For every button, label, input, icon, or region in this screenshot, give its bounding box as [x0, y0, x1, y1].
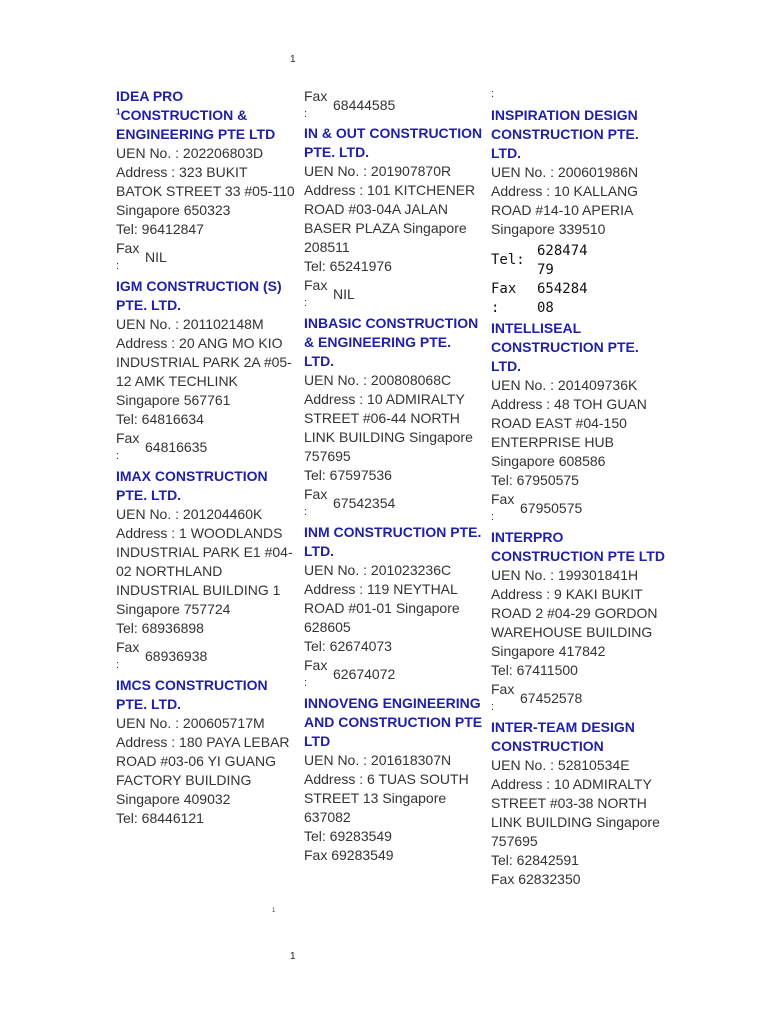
uen-line: UEN No. : 201618307N	[304, 752, 452, 768]
address-line: Address : 119 NEYTHAL ROAD #01-01 Singapore 628605	[304, 581, 460, 635]
uen-line: UEN No. : 201409736K	[491, 377, 638, 393]
tel-line: Tel: 62842591	[491, 852, 579, 868]
address-line: Address : 10 KALLANG ROAD #14-10 APERIA Singapore 339510	[491, 183, 639, 237]
fax-line	[116, 239, 296, 277]
fax-value-part-1: 654284	[537, 281, 588, 297]
fax-colon: :	[491, 511, 495, 523]
address-line: Address : 10 ADMIRALTY STREET #06-44 NORTH LINK BUILDING Singapore 757695	[304, 391, 473, 464]
fax-label: Fax	[491, 281, 517, 297]
fax-value: 64816635	[145, 439, 208, 455]
uen-line: UEN No. : 200605717M	[116, 715, 265, 731]
fax-colon: :	[116, 450, 120, 462]
fax-value: NIL	[145, 249, 167, 265]
tel-line: Tel: 68446121	[116, 810, 204, 826]
uen-line: UEN No. : 200601986N	[491, 164, 639, 180]
fax-label: Fax	[116, 639, 140, 655]
tel-line: Tel: 68936898	[116, 620, 204, 636]
uen-line: UEN No. : 201023236C	[304, 562, 452, 578]
company-entry	[116, 467, 296, 676]
fax-line	[491, 490, 671, 528]
tel-value-part-2: 79	[537, 262, 554, 278]
tel-value-part-1: 628474	[537, 243, 588, 259]
footnote-ref[interactable]: 1	[116, 107, 121, 117]
company-entry	[116, 87, 296, 277]
uen-line: UEN No. : 202206803D	[116, 145, 264, 161]
page-number-bottom: 1	[290, 951, 296, 962]
fax-label: Fax	[116, 240, 140, 256]
company-name: IMAX CONSTRUCTION PTE. LTD.	[116, 468, 268, 503]
fax-line	[116, 429, 296, 467]
fax-line	[491, 680, 671, 718]
fax-colon: :	[491, 701, 495, 713]
uen-line: UEN No. : 201907870R	[304, 163, 452, 179]
address-line: Address : 9 KAKI BUKIT ROAD 2 #04-29 GORDON WAREHOUSE BUILDING Singapore 417842	[491, 586, 658, 659]
company-name: INTER-TEAM DESIGN CONSTRUCTION	[491, 719, 635, 754]
fax-colon: :	[304, 506, 308, 518]
tel-line: Tel: 69283549	[304, 828, 392, 844]
company-entry	[491, 718, 671, 889]
directory-column-2	[304, 87, 484, 865]
fax-colon: :	[116, 659, 120, 671]
fax-colon: :	[304, 297, 308, 309]
company-name: INNOVENG ENGINEERING AND CONSTRUCTION PTE LTD	[304, 695, 483, 749]
address-line: Address : 323 BUKIT BATOK STREET 33 #05-110 Singapore 650323	[116, 164, 295, 218]
tel-fax-block	[491, 242, 671, 316]
company-entry	[491, 106, 671, 316]
fax-line	[116, 638, 296, 676]
uen-line: UEN No. : 200808068C	[304, 372, 452, 388]
address-line: Address : 101 KITCHENER ROAD #03-04A JALAN BASER PLAZA Singapore 208511	[304, 182, 476, 255]
fax-value: 62674072	[333, 666, 396, 682]
fax-value: 67452578	[520, 690, 583, 706]
tel-line: Tel: 96412847	[116, 221, 204, 237]
company-name: IDEA PRO $^1$CONSTRUCTION & ENGINEERING PTE LTD	[116, 88, 276, 142]
tel-label: Tel:	[491, 252, 525, 268]
company-name: INBASIC CONSTRUCTION & ENGINEERING PTE. LTD.	[304, 315, 479, 369]
fax-value: 68444585	[333, 97, 396, 113]
company-entry	[304, 314, 484, 523]
uen-line: UEN No. : 201102148M	[116, 316, 264, 332]
fax-label: Fax	[116, 430, 140, 446]
company-entry	[304, 523, 484, 694]
tel-line: Tel: 64816634	[116, 411, 204, 427]
fax-value: NIL	[333, 286, 355, 302]
address-line: Address : 6 TUAS SOUTH STREET 13 Singapore 637082	[304, 771, 469, 825]
company-name: INTELLISEAL CONSTRUCTION PTE. LTD.	[491, 320, 639, 374]
fax-label: Fax	[304, 657, 328, 673]
tel-line: Tel: 67950575	[491, 472, 579, 488]
fax-value: 67542354	[333, 495, 396, 511]
address-line: Address : 1 WOODLANDS INDUSTRIAL PARK E1 #04-02 NORTHLAND INDUSTRIAL BUILDING 1 Singapore 757724	[116, 525, 293, 617]
company-entry	[491, 528, 671, 718]
company-name: INM CONSTRUCTION PTE. LTD.	[304, 524, 482, 559]
directory-column-1	[116, 87, 296, 828]
tel-line: Tel: 62674073	[304, 638, 392, 654]
company-name: IN & OUT CONSTRUCTION PTE. LTD.	[304, 125, 483, 160]
fax-line	[304, 656, 484, 694]
tel-line: Tel: 67411500	[491, 662, 578, 678]
fax-colon: :	[304, 108, 308, 120]
uen-line: UEN No. : 52810534E	[491, 757, 630, 773]
fax-value: 67950575	[520, 500, 583, 516]
uen-line: UEN No. : 201204460K	[116, 506, 263, 522]
company-name: IMCS CONSTRUCTION PTE. LTD.	[116, 677, 268, 712]
address-line: Address : 48 TOH GUAN ROAD EAST #04-150 ENTERPRISE HUB Singapore 608586	[491, 396, 647, 469]
company-name: INTERPRO CONSTRUCTION PTE LTD	[491, 529, 665, 564]
continuation-colon: :	[491, 88, 495, 100]
fax-colon: :	[304, 677, 308, 689]
fax-line	[304, 485, 484, 523]
fax-line	[304, 87, 484, 124]
tel-line: Tel: 67597536	[304, 467, 392, 483]
fax-label: Fax	[304, 88, 328, 104]
fax-colon: :	[491, 300, 500, 316]
fax-value-part-2: 08	[537, 300, 554, 316]
fax-label: Fax	[491, 681, 515, 697]
fax-label: Fax	[304, 486, 328, 502]
address-line: Address : 180 PAYA LEBAR ROAD #03-06 YI GUANG FACTORY BUILDING Singapore 409032	[116, 734, 290, 807]
company-entry	[116, 277, 296, 467]
company-entry	[491, 319, 671, 528]
company-entry	[304, 124, 484, 314]
company-name: IGM CONSTRUCTION (S) PTE. LTD.	[116, 278, 282, 313]
tel-line: Tel: 65241976	[304, 258, 392, 274]
footnote-marker: 1	[272, 908, 276, 914]
fax-value: 68936938	[145, 648, 208, 664]
fax-line: Fax 62832350	[491, 871, 581, 887]
address-line: Address : 20 ANG MO KIO INDUSTRIAL PARK 2A #05-12 AMK TECHLINK Singapore 567761	[116, 335, 292, 408]
company-name: INSPIRATION DESIGN CONSTRUCTION PTE. LTD.	[491, 107, 639, 161]
fax-label: Fax	[304, 277, 328, 293]
page-number-top: 1	[290, 54, 296, 65]
fax-line	[304, 276, 484, 314]
uen-line: UEN No. : 199301841H	[491, 567, 639, 583]
address-line: Address : 10 ADMIRALTY STREET #03-38 NORTH LINK BUILDING Singapore 757695	[491, 776, 660, 849]
fax-label: Fax	[491, 491, 515, 507]
company-entry	[304, 694, 484, 865]
company-entry	[116, 676, 296, 828]
directory-column-3	[491, 87, 671, 889]
fax-line: Fax 69283549	[304, 847, 394, 863]
fax-colon: :	[116, 260, 120, 272]
